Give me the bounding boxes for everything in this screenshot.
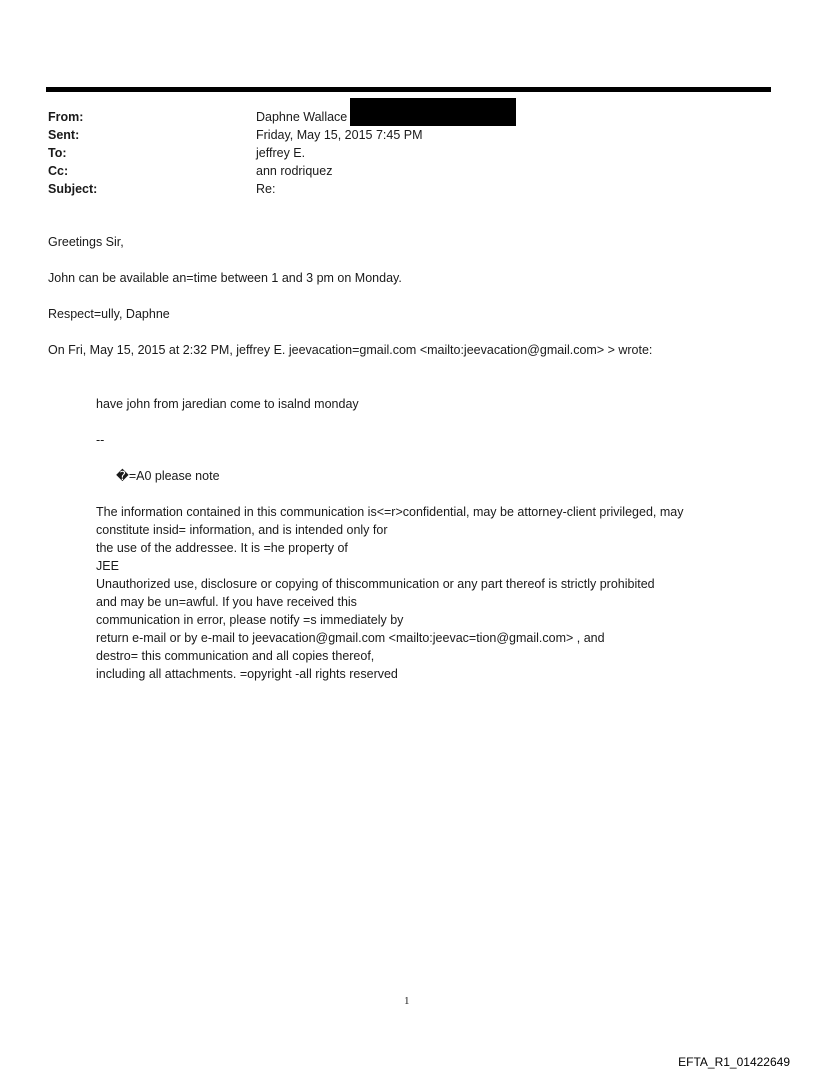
please-note: �=A0 please note [116,469,220,483]
disclaimer-line: JEE [96,559,119,573]
from-name: Daphne Wallace [256,110,348,124]
disclaimer-line: return e-mail or by e-mail to jeevacation@gmail.com <mailto:jeevac=tion@gmail.com> , and [96,631,605,645]
header-rule [46,87,771,92]
disclaimer-line: Unauthorized use, disclosure or copying of thiscommunication or any part thereof is strictly prohibited [96,577,655,591]
body-line-availability: John can be available an=time between 1 and 3 pm on Monday. [48,271,402,285]
from-label: From: [48,110,84,124]
disclaimer-line: The information contained in this communication is<=r>confidential, may be attorney-client privileged, may [96,505,684,519]
page-number: 1 [404,995,410,1007]
confidentiality-disclaimer [96,503,683,683]
to-value: jeffrey E. [256,146,306,160]
bates-number: EFTA_R1_01422649 [678,1055,790,1069]
quoted-message: have john from jaredian come to isalnd monday [96,397,359,411]
subject-label: Subject: [48,182,98,196]
greeting: Greetings Sir, [48,235,124,249]
signoff: Respect=ully, Daphne [48,307,170,321]
from-value [256,108,516,126]
disclaimer-line: communication in error, please notify =s immediately by [96,613,404,627]
redaction-block [350,98,516,126]
cc-value: ann rodriquez [256,164,333,178]
sent-value: Friday, May 15, 2015 7:45 PM [256,128,423,142]
subject-value: Re: [256,182,276,196]
disclaimer-line: and may be un=awful. If you have received this [96,595,357,609]
disclaimer-line: the use of the addressee. It is =he property of [96,541,348,555]
disclaimer-line: including all attachments. =opyright -all rights reserved [96,667,398,681]
signature-separator: -- [96,433,105,447]
sent-label: Sent: [48,128,80,142]
cc-label: Cc: [48,164,69,178]
quote-header: On Fri, May 15, 2015 at 2:32 PM, jeffrey E. jeevacation=gmail.com <mailto:jeevacation@gmail.com> > wrote: [48,343,653,357]
to-label: To: [48,146,67,160]
disclaimer-line: destro= this communication and all copies thereof, [96,649,375,663]
disclaimer-line: constitute insid= information, and is intended only for [96,523,388,537]
